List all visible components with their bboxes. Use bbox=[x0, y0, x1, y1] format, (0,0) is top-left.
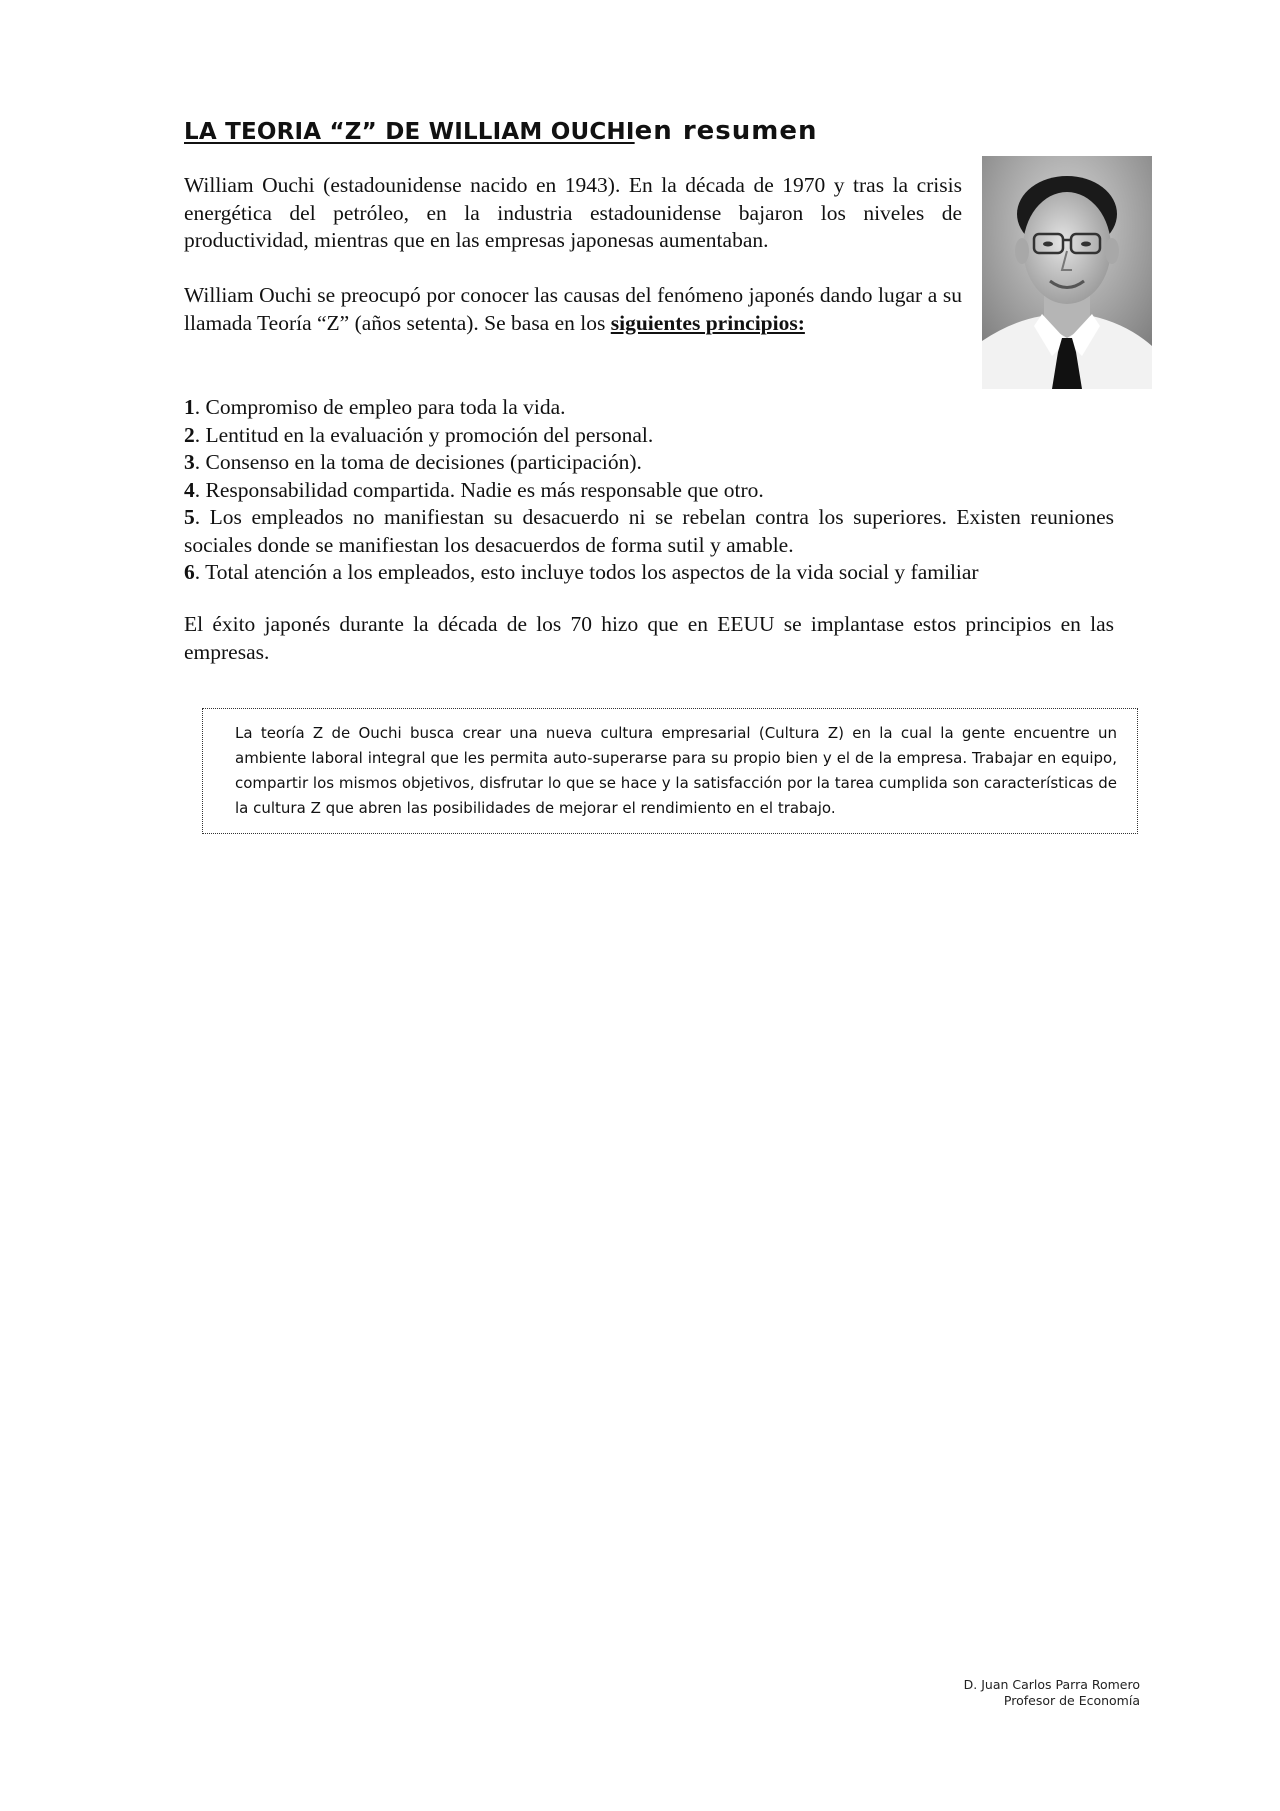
intro-paragraph: William Ouchi (estadounidense nacido en 1943). En la década de 1970 y tras la crisis energética del petróleo, en la industria estadounidense bajaron los niveles de productividad, mientras que en las empresas japonesas aumentaban. bbox=[184, 173, 962, 252]
footer-role: Profesor de Economía bbox=[1003, 1693, 1140, 1708]
list-item-number: 6 bbox=[184, 560, 195, 584]
list-item-number: 3 bbox=[184, 450, 195, 474]
list-item-text: . Compromiso de empleo para toda la vida. bbox=[194, 395, 566, 419]
list-item bbox=[184, 559, 1114, 587]
portrait-photo bbox=[982, 156, 1152, 389]
footer-author: D. Juan Carlos Parra Romero bbox=[963, 1677, 1140, 1692]
causes-text: William Ouchi se preocupó por conocer las causas del fenómeno japonés dando lugar a su llamada Teoría “Z” (años setenta). Se basa en los bbox=[184, 283, 962, 335]
causes-paragraph bbox=[184, 282, 962, 337]
conclusion-paragraph: El éxito japonés durante la década de los 70 hizo que en EEUU se implantase estos principios en las empresas. bbox=[184, 612, 1114, 664]
page-title bbox=[184, 116, 818, 147]
list-item-number: 1 bbox=[184, 395, 195, 419]
list-item-number: 4 bbox=[184, 477, 195, 502]
summary-box: La teoría Z de Ouchi busca crear una nueva cultura empresarial (Cultura Z) en la cual la gente encuentre un ambiente laboral integral que les permita auto-superarse para su propio bien y el de la empresa. Trabajar en equipo, compartir los mismos objetivos, disfrutar lo que se hace y la satisfacción por la tarea cumplida son características de la cultura Z que abren las posibilidades de mejorar el rendimiento en el trabajo. bbox=[202, 708, 1138, 834]
list-item bbox=[184, 504, 1114, 559]
list-item-text: . Total atención a los empleados, esto incluye todos los aspectos de la vida social y familiar bbox=[194, 560, 979, 584]
title-main: LA TEORIA “Z” DE WILLIAM OUCHI bbox=[184, 119, 635, 145]
list-item-text: . Lentitud en la evaluación y promoción del personal. bbox=[194, 422, 654, 447]
list-item-number: 2 bbox=[184, 422, 195, 447]
portrait-image bbox=[982, 156, 1152, 389]
title-suffix: en resumen bbox=[634, 116, 818, 146]
list-item bbox=[184, 449, 1114, 477]
principles-list bbox=[184, 394, 1114, 587]
list-item-text: . Consenso en la toma de decisiones (participación). bbox=[194, 450, 642, 474]
list-item bbox=[184, 477, 1114, 505]
list-item bbox=[184, 394, 1114, 422]
footer-signature bbox=[964, 1677, 1140, 1709]
list-item-text: . Responsabilidad compartida. Nadie es más responsable que otro. bbox=[194, 477, 764, 502]
list-item bbox=[184, 422, 1114, 450]
list-item-number: 5 bbox=[184, 505, 195, 529]
principles-heading: siguientes principios: bbox=[610, 310, 805, 335]
list-item-text: . Los empleados no manifiestan su desacuerdo ni se rebelan contra los superiores. Existen reuniones sociales donde se manifiestan los desacuerdos de forma sutil y amable. bbox=[184, 505, 1114, 557]
